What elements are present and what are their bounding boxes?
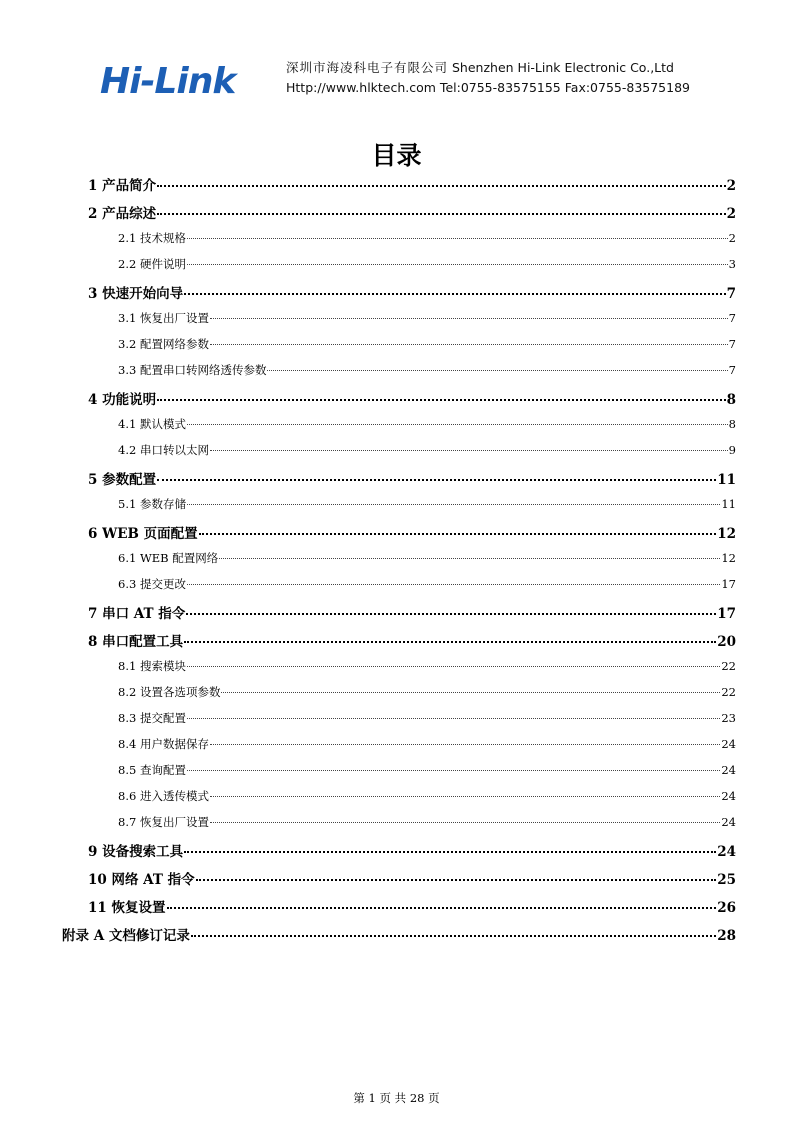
toc-entry-label: 2 产品综述: [88, 206, 157, 222]
toc-entry-label: 8.2 设置各选项参数: [118, 685, 221, 699]
toc-entry-label: 6 WEB 页面配置: [88, 526, 198, 542]
toc-entry-page: 8: [726, 392, 736, 408]
toc-entry-page: 3: [728, 257, 736, 271]
toc-entry-3-3[interactable]: [118, 362, 736, 378]
toc-entry-page: 24: [721, 737, 736, 751]
toc-entry-7[interactable]: [88, 602, 736, 622]
toc-entry-label: 附录 A 文档修订记录: [62, 928, 190, 944]
toc-entry-label: 5 参数配置: [88, 472, 157, 488]
company-name-line: [286, 58, 690, 78]
dot-leader: [210, 450, 728, 451]
dot-leader: [187, 504, 720, 505]
logo-text: Hi-Link: [100, 61, 236, 100]
dot-leader: [267, 370, 727, 371]
toc-entry-page: 2: [726, 178, 736, 194]
toc-entry-label: 5.1 参数存储: [118, 497, 186, 511]
toc-entry-4[interactable]: [88, 388, 736, 408]
toc-entry-label: 4.2 串口转以太网: [118, 443, 209, 457]
dot-leader: [186, 613, 716, 615]
toc-entry-label: 8.4 用户数据保存: [118, 737, 209, 751]
toc-entry-page: 25: [717, 872, 736, 888]
dot-leader: [184, 293, 726, 295]
toc-entry-page: 7: [728, 363, 736, 377]
toc-entry-label: 2.2 硬件说明: [118, 257, 186, 271]
dot-leader: [187, 770, 720, 771]
toc-entry-label: 8 串口配置工具: [88, 634, 184, 650]
toc-entry-1[interactable]: [88, 174, 736, 194]
toc-entry-10[interactable]: [88, 868, 736, 888]
toc-entry-page: 11: [717, 472, 736, 488]
dot-leader: [184, 641, 716, 643]
dot-leader: [187, 666, 720, 667]
toc-entry-page: 22: [721, 685, 736, 699]
toc-entry-page: 24: [721, 815, 736, 829]
toc-entry-page: 24: [721, 763, 736, 777]
toc-entry-label: 7 串口 AT 指令: [88, 606, 186, 622]
toc-entry-page: 7: [726, 286, 736, 302]
toc-entry-9[interactable]: [88, 840, 736, 860]
toc-entry-label: 2.1 技术规格: [118, 231, 186, 245]
toc-entry-page: 23: [721, 711, 736, 725]
dot-leader: [157, 213, 726, 215]
toc-entry-page: 7: [728, 311, 736, 325]
toc-entry-label: 9 设备搜索工具: [88, 844, 184, 860]
dot-leader: [210, 744, 720, 745]
dot-leader: [191, 935, 716, 937]
toc-entry-label: 10 网络 AT 指令: [88, 872, 195, 888]
toc-entry-label: 3.1 恢复出厂设置: [118, 311, 209, 325]
toc-entry-4-1[interactable]: [118, 416, 736, 432]
toc-entry-page: 17: [721, 577, 736, 591]
toc-entry-page: 28: [717, 928, 736, 944]
toc-entry-label: 6.3 提交更改: [118, 577, 186, 591]
company-contact: Http://www.hlktech.com Tel:0755-83575155 Fax:0755-83575189: [286, 80, 690, 95]
toc-entry-8-6[interactable]: [118, 788, 736, 804]
dot-leader: [187, 424, 728, 425]
toc-entry-8-7[interactable]: [118, 814, 736, 830]
dot-leader: [210, 344, 728, 345]
toc-entry-page: 8: [728, 417, 736, 431]
company-name-cn: 深圳市海凌科电子有限公司: [286, 60, 449, 75]
dot-leader: [199, 533, 717, 535]
dot-leader: [210, 822, 720, 823]
toc-entry-page: 2: [726, 206, 736, 222]
hi-link-logo-graphic: [100, 60, 245, 100]
toc-entry-page: 9: [728, 443, 736, 457]
toc-entry-label: 6.1 WEB 配置网络: [118, 551, 219, 565]
dot-leader: [184, 851, 716, 853]
toc-entry-6-1[interactable]: [118, 550, 736, 566]
toc-entry-11[interactable]: [88, 896, 736, 916]
toc-entry-8-1[interactable]: [118, 658, 736, 674]
toc-entry-8-4[interactable]: [118, 736, 736, 752]
company-name-en: Shenzhen Hi-Link Electronic Co.,Ltd: [452, 60, 674, 75]
toc-entry-label: 8.1 搜索模块: [118, 659, 186, 673]
dot-leader: [157, 479, 716, 481]
toc-entry-label: 4.1 默认模式: [118, 417, 186, 431]
toc-entry-label: 4 功能说明: [88, 392, 157, 408]
dot-leader: [187, 718, 720, 719]
toc-entry-label: 11 恢复设置: [88, 900, 166, 916]
toc-entry-page: 17: [717, 606, 736, 622]
toc-entry-2-2[interactable]: [118, 256, 736, 272]
toc-entry-6-3[interactable]: [118, 576, 736, 592]
toc-entry-8[interactable]: [88, 630, 736, 650]
toc-entry-page: 2: [728, 231, 736, 245]
toc-entry-label: 8.7 恢复出厂设置: [118, 815, 209, 829]
toc-title: 目录: [371, 141, 422, 170]
toc-entry-label: 8.6 进入透传模式: [118, 789, 209, 803]
toc-entry-2[interactable]: [88, 202, 736, 222]
toc-entry-page: 24: [717, 844, 736, 860]
toc-entry-5[interactable]: [88, 468, 736, 488]
dot-leader: [157, 185, 726, 187]
toc-entry-page: 26: [717, 900, 736, 916]
dot-leader: [210, 318, 728, 319]
toc-entry-8-2[interactable]: [118, 684, 736, 700]
toc-entry-page: 11: [721, 497, 736, 511]
dot-leader: [196, 879, 717, 881]
dot-leader: [157, 399, 726, 401]
company-info: [286, 58, 690, 98]
dot-leader: [187, 584, 720, 585]
toc-entry-page: 12: [717, 526, 736, 542]
toc-entry-page: 12: [721, 551, 736, 565]
toc-entry-3-2[interactable]: [118, 336, 736, 352]
toc-entry-8-5[interactable]: [118, 762, 736, 778]
dot-leader: [219, 558, 720, 559]
toc-entry-8-3[interactable]: [118, 710, 736, 726]
dot-leader: [167, 907, 717, 909]
toc-entry-appendix-a[interactable]: [62, 924, 736, 944]
toc-entry-3-1[interactable]: [118, 310, 736, 326]
toc-entry-label: 3.3 配置串口转网络透传参数: [118, 363, 267, 377]
dot-leader: [187, 264, 728, 265]
toc-entry-page: 22: [721, 659, 736, 673]
toc-entry-label: 3.2 配置网络参数: [118, 337, 209, 351]
toc-entry-5-1[interactable]: [118, 496, 736, 512]
toc-entry-label: 1 产品简介: [88, 178, 157, 194]
hi-link-logo: [100, 60, 245, 100]
page-footer: 第 1 页 共 28 页: [353, 1091, 440, 1105]
toc-entry-2-1[interactable]: [118, 230, 736, 246]
dot-leader: [221, 692, 720, 693]
toc-entry-page: 24: [721, 789, 736, 803]
toc-entry-label: 3 快速开始向导: [88, 286, 184, 302]
toc-entry-3[interactable]: [88, 282, 736, 302]
toc-entry-label: 8.3 提交配置: [118, 711, 186, 725]
toc-entry-4-2[interactable]: [118, 442, 736, 458]
toc-entry-page: 7: [728, 337, 736, 351]
dot-leader: [210, 796, 720, 797]
toc-entry-page: 20: [717, 634, 736, 650]
toc-entry-6[interactable]: [88, 522, 736, 542]
dot-leader: [187, 238, 728, 239]
toc-entry-label: 8.5 查询配置: [118, 763, 186, 777]
